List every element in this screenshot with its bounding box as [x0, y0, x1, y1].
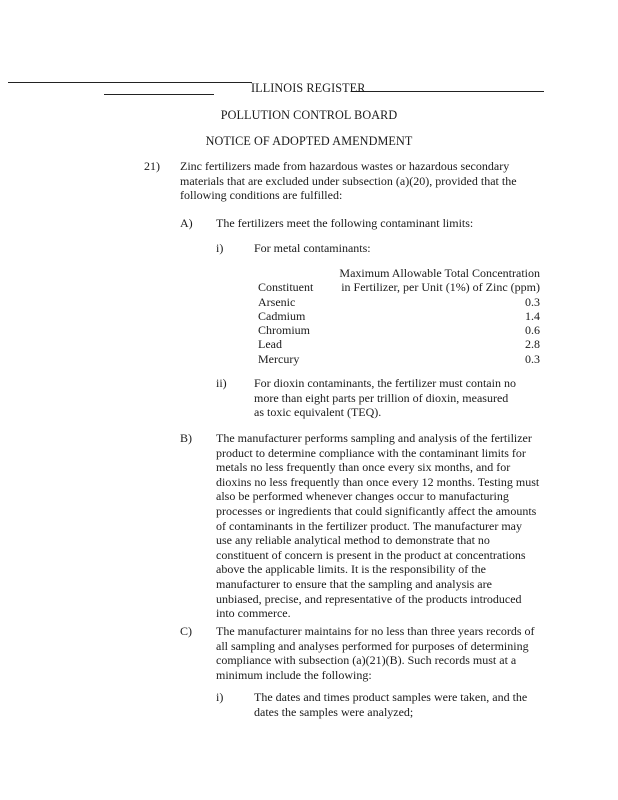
cell-value: 2.8 — [525, 337, 540, 352]
item-b-text: The manufacturer performs sampling and analysis of the fertilizer product to determine compliance with the contaminant limits for metals no less frequently than once every six months, and for dioxins no less frequently than once every 12 months. Testing must also be performed whenever changes occur to manufacturing processes or ingredients that could significantly affect the amounts of contaminants in the fertilizer product. The manufacturer may use any reliable analytical method to demonstrate that no constituent of concern is present in the product at concentrations above the applicable limits. It is the responsibility of the manufacturer to ensure that the sampling and analysis are unbiased, precise, and representative of the products introduced into commerce. — [216, 431, 540, 621]
register-title: ILLINOIS REGISTER — [251, 81, 366, 95]
cell-value: 0.3 — [525, 294, 540, 309]
table-row — [258, 352, 540, 366]
header-rule-right — [352, 91, 544, 92]
table-row — [258, 337, 540, 351]
cell-constituent: Lead — [258, 337, 282, 352]
header-rule-faint — [104, 94, 214, 95]
col-header-concentration: Maximum Allowable Total Concentration in Fertilizer, per Unit (1%) of Zinc (ppm) — [339, 266, 540, 295]
item-a-i-label: i) — [216, 241, 224, 255]
item-a-label: A) — [180, 216, 193, 230]
item-a-text: The fertilizers meet the following contaminant limits: — [216, 216, 474, 230]
item-a-ii-text: For dioxin contaminants, the fertilizer must contain no more than eight parts per trillion of dioxin, measured as toxic equivalent (TEQ). — [254, 376, 516, 420]
table-row — [258, 309, 540, 323]
col-header-constituent: Constituent — [258, 280, 314, 295]
item-a-ii-label: ii) — [216, 376, 227, 390]
contaminant-limits-table — [258, 266, 540, 366]
header-rule-left — [8, 82, 252, 83]
cell-constituent: Mercury — [258, 351, 300, 366]
item-c-text: The manufacturer maintains for no less than three years records of all sampling and analyses performed for purposes of determining compliance with subsection (a)(21)(B). Such records must at a minimum include the following: — [216, 624, 535, 682]
table-row — [258, 295, 540, 309]
table-header-row — [258, 266, 540, 295]
item-c-label: C) — [180, 624, 192, 638]
cell-value: 1.4 — [525, 308, 540, 323]
cell-value: 0.6 — [525, 323, 540, 338]
item-a-i-text: For metal contaminants: — [254, 241, 371, 255]
item-21-text: Zinc fertilizers made from hazardous wastes or hazardous secondary materials that are excluded under subsection (a)(20), provided that the following conditions are fulfilled: — [180, 159, 517, 203]
item-21-label: 21) — [144, 159, 160, 173]
item-b-label: B) — [180, 431, 192, 445]
cell-constituent: Chromium — [258, 323, 311, 338]
table-row — [258, 323, 540, 337]
agency-title: POLLUTION CONTROL BOARD — [220, 108, 398, 122]
item-c-i-text: The dates and times product samples were taken, and the dates the samples were analyzed; — [254, 690, 528, 719]
cell-constituent: Arsenic — [258, 294, 296, 309]
notice-title: NOTICE OF ADOPTED AMENDMENT — [205, 134, 413, 148]
cell-value: 0.3 — [525, 351, 540, 366]
item-c-i-label: i) — [216, 690, 224, 704]
cell-constituent: Cadmium — [258, 308, 306, 323]
